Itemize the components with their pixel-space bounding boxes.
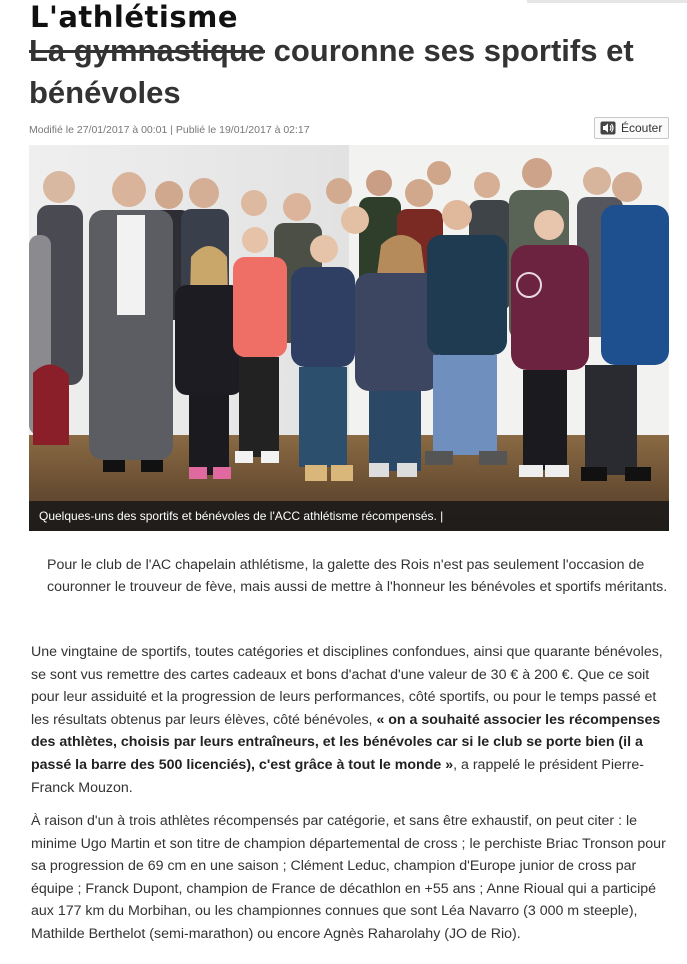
article-dates: Modifié le 27/01/2017 à 00:01 | Publié le 19/01/2017 à 02:17 <box>29 124 310 136</box>
handwritten-annotation: L'athlétisme <box>30 0 238 34</box>
struck-title-text: La gymnastique <box>29 33 265 68</box>
listen-button[interactable] <box>594 117 669 139</box>
speaker-icon <box>600 121 616 135</box>
group-photo-illustration <box>29 145 669 531</box>
top-bar <box>527 0 687 3</box>
paragraph-1-outro: , a rappelé le président Pierre-Franck Mouzon. <box>31 756 644 796</box>
photo-caption: Quelques-uns des sportifs et bénévoles de l'ACC athlétisme récompensés. | <box>29 501 669 531</box>
article-photo <box>29 145 669 531</box>
article-paragraph-1 <box>31 641 671 799</box>
paragraph-1-intro: Une vingtaine de sportifs, toutes catégories et disciplines confondues, ainsi que quarante bénévoles, se sont vus remettre des cartes cadeaux et bons d'achat d'une valeur de 30 € à 200 €. Que ce soit pour leur assiduité et la progression de leurs performances, côté sportifs, ou pour le temps passé et les résultats obtenus par leurs élèves, côté bénévoles, <box>31 644 663 728</box>
listen-label: Écouter <box>621 121 663 135</box>
article-title <box>29 30 669 114</box>
paragraph-1-quote: « on a souhaité associer les récompenses des athlètes, choisis par leurs entraîneurs, et les bénévoles car si le club se porte bien (il a passé la barre des 500 licenciés), c'est grâce à tout le monde » <box>31 711 661 773</box>
article-paragraph-2: À raison d'un à trois athlètes récompensés par catégorie, et sans être exhaustif, on peut citer : le minime Ugo Martin et son titre de champion départemental de cross ; le perchiste Briac Tronson pour sa progression de 69 cm en une saison ; Clément Leduc, champion d'Europe junior de cross par équipe ; Franck Dupont, champion de France de décathlon en +55 ans ; Anne Rioual qui a participé aux 177 km du Morbihan, ou les championnes connues que sont Léa Navarro (3 000 m steeple), Mathilde Berthelot (semi-marathon) ou encore Agnès Raharolahy (JO de Rio). <box>31 813 666 942</box>
article-lead: Pour le club de l'AC chapelain athlétisme, la galette des Rois n'est pas seulement l'occasion de couronner le trouveur de fève, mais aussi de mettre à l'honneur les bénévoles et sportifs méritants. <box>47 557 668 595</box>
title-text: couronne ses sportifs et bénévoles <box>29 33 634 110</box>
